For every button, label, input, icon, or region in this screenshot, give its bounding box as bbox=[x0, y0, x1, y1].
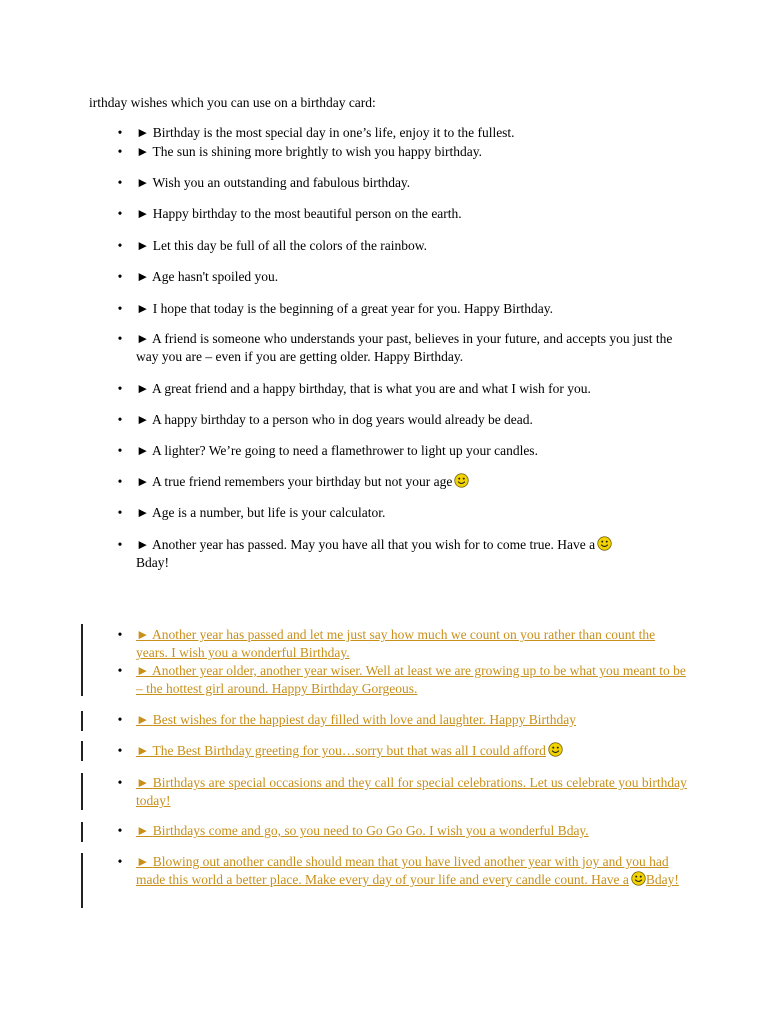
bullet-dot: • bbox=[117, 663, 123, 678]
list-item bbox=[115, 174, 690, 192]
list-item bbox=[115, 124, 690, 142]
bullet-dot: • bbox=[117, 331, 123, 346]
arrow-icon: ► bbox=[136, 537, 150, 552]
list-item bbox=[115, 442, 690, 460]
smiley-face-icon bbox=[454, 473, 469, 488]
list-item bbox=[115, 143, 690, 161]
bullet-dot: • bbox=[117, 381, 123, 396]
wish-text: A true friend remembers your birthday but not your age bbox=[152, 474, 453, 489]
wish-text-continued: Bday! bbox=[136, 555, 169, 570]
wish-text: Birthdays are special occasions and they call for special celebrations. Let us celebrate you birthday today! bbox=[136, 775, 687, 808]
arrow-icon: ► bbox=[136, 144, 150, 159]
wish-text: Happy birthday to the most beautiful person on the earth. bbox=[152, 206, 462, 221]
arrow-icon: ► bbox=[136, 712, 150, 727]
wish-text: Age hasn't spoiled you. bbox=[152, 269, 279, 284]
list-item bbox=[115, 330, 690, 366]
arrow-icon: ► bbox=[136, 505, 150, 520]
wish-text: A friend is someone who understands your past, believes in your future, and accepts you just the way you are – even if you are getting older. Happy Birthday. bbox=[136, 331, 673, 364]
tracked-list-item bbox=[115, 853, 690, 889]
arrow-icon: ► bbox=[136, 206, 150, 221]
bullet-dot: • bbox=[117, 854, 123, 869]
wish-text: Age is a number, but life is your calculator. bbox=[152, 505, 386, 520]
list-item bbox=[115, 268, 690, 286]
wish-text: Wish you an outstanding and fabulous birthday. bbox=[152, 175, 411, 190]
smiley-face-icon bbox=[631, 871, 646, 886]
tracked-list-item bbox=[115, 774, 690, 810]
bullet-dot: • bbox=[117, 743, 123, 758]
change-bar bbox=[81, 822, 83, 842]
wish-text: Blowing out another candle should mean that you have lived another year with joy and you had made this world a better place. Make every day of your life and every candle count. Have a bbox=[136, 854, 669, 887]
wish-text: I hope that today is the beginning of a great year for you. Happy Birthday. bbox=[152, 301, 554, 316]
arrow-icon: ► bbox=[136, 331, 150, 346]
tracked-list-item bbox=[115, 626, 690, 662]
arrow-icon: ► bbox=[136, 125, 150, 140]
bullet-dot: • bbox=[117, 537, 123, 552]
arrow-icon: ► bbox=[136, 238, 150, 253]
bullet-dot: • bbox=[117, 412, 123, 427]
tracked-list-item bbox=[115, 742, 690, 760]
bullet-dot: • bbox=[117, 269, 123, 284]
bullet-dot: • bbox=[117, 175, 123, 190]
wish-text: The Best Birthday greeting for you…sorry but that was all I could afford bbox=[152, 743, 546, 758]
arrow-icon: ► bbox=[136, 443, 150, 458]
list-item bbox=[115, 380, 690, 398]
arrow-icon: ► bbox=[136, 474, 150, 489]
bullet-dot: • bbox=[117, 775, 123, 790]
bullet-dot: • bbox=[117, 474, 123, 489]
list-item bbox=[115, 504, 690, 522]
bullet-dot: • bbox=[117, 443, 123, 458]
bullet-dot: • bbox=[117, 712, 123, 727]
wish-text: Best wishes for the happiest day filled with love and laughter. Happy Birthday bbox=[152, 712, 577, 727]
smiley-face-icon bbox=[548, 742, 563, 757]
arrow-icon: ► bbox=[136, 627, 150, 642]
arrow-icon: ► bbox=[136, 175, 150, 190]
wish-text: Another year has passed and let me just say how much we count on you rather than count the years. I wish you a wonderful Birthday. bbox=[136, 627, 656, 660]
list-item bbox=[115, 473, 690, 491]
intro-heading: irthday wishes which you can use on a birthday card: bbox=[89, 95, 376, 110]
wish-text: Birthday is the most special day in one’s life, enjoy it to the fullest. bbox=[152, 125, 515, 140]
arrow-icon: ► bbox=[136, 301, 150, 316]
arrow-icon: ► bbox=[136, 412, 150, 427]
list-item bbox=[115, 411, 690, 429]
wish-text: A happy birthday to a person who in dog years would already be dead. bbox=[152, 412, 533, 427]
bullet-dot: • bbox=[117, 125, 123, 140]
arrow-icon: ► bbox=[136, 775, 150, 790]
list-item bbox=[115, 237, 690, 255]
list-item bbox=[115, 205, 690, 223]
wish-text: A lighter? We’re going to need a flamethrower to light up your candles. bbox=[152, 443, 538, 458]
bullet-dot: • bbox=[117, 505, 123, 520]
smiley-face-icon bbox=[597, 536, 612, 551]
change-bar bbox=[81, 711, 83, 731]
wish-text-continued: Bday! bbox=[645, 872, 679, 887]
bullet-dot: • bbox=[117, 144, 123, 159]
change-bar bbox=[81, 624, 83, 696]
tracked-list-item bbox=[115, 711, 690, 729]
bullet-dot: • bbox=[117, 206, 123, 221]
list-item bbox=[115, 536, 690, 572]
wish-text: Let this day be full of all the colors of the rainbow. bbox=[152, 238, 428, 253]
bullet-dot: • bbox=[117, 823, 123, 838]
arrow-icon: ► bbox=[136, 854, 150, 869]
change-bar bbox=[81, 773, 83, 810]
bullet-dot: • bbox=[117, 238, 123, 253]
arrow-icon: ► bbox=[136, 823, 150, 838]
arrow-icon: ► bbox=[136, 663, 150, 678]
tracked-list-item bbox=[115, 662, 690, 698]
list-item bbox=[115, 300, 690, 318]
wish-text: Another year has passed. May you have all that you wish for to come true. Have a bbox=[152, 537, 596, 552]
wish-text: The sun is shining more brightly to wish you happy birthday. bbox=[152, 144, 482, 159]
tracked-list-item bbox=[115, 822, 690, 840]
arrow-icon: ► bbox=[136, 269, 150, 284]
wish-text: Another year older, another year wiser. Well at least we are growing up to be what you meant to be – the hottest girl around. Happy Birthday Gorgeous. bbox=[136, 663, 686, 696]
wish-text: Birthdays come and go, so you need to Go Go Go. I wish you a wonderful Bday. bbox=[152, 823, 589, 838]
wish-text: A great friend and a happy birthday, that is what you are and what I wish for you. bbox=[152, 381, 591, 396]
change-bar bbox=[81, 853, 83, 908]
bullet-dot: • bbox=[117, 301, 123, 316]
change-bar bbox=[81, 741, 83, 761]
arrow-icon: ► bbox=[136, 743, 150, 758]
bullet-dot: • bbox=[117, 627, 123, 642]
arrow-icon: ► bbox=[136, 381, 150, 396]
